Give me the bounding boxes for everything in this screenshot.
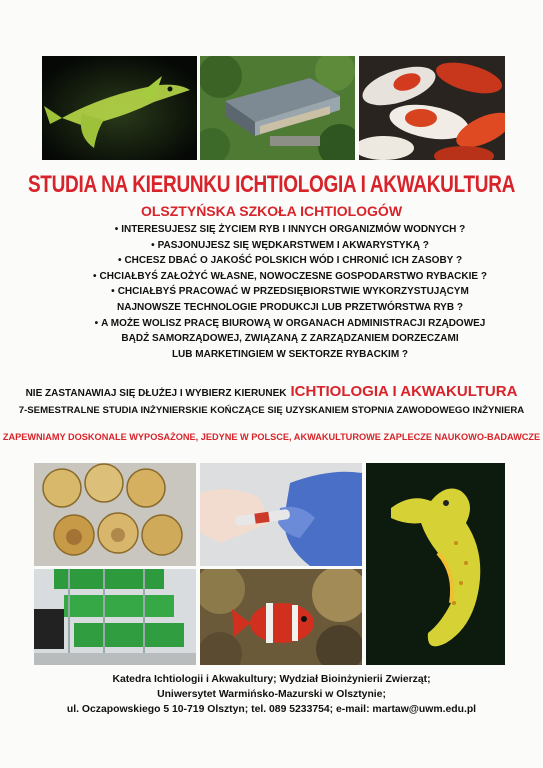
lab-gloves-photo [200,463,362,566]
bullet-icon: • [111,286,115,298]
call-to-action [0,383,543,400]
footer-line-university: Uniwersytet Warmińsko-Mazurski w Olsztynie; [157,689,386,700]
contact-footer [0,672,543,717]
sturgeon-photo [42,56,197,160]
list-item: • CHCIAŁBYŚ PRACOWAĆ W PRZEDSIĘBIORSTWIE WYKORZYSTUJĄCYM [111,286,469,298]
bullet-icon: • [94,317,99,329]
koi-carp-photo [359,56,505,160]
bullet-icon: • [117,255,122,267]
cta-highlight: ICHTIOLOGIA I AKWAKULTURA [290,383,518,400]
list-item: • PASJONUJESZ SIĘ WĘDKARSTWEM I AKWARYSTYKĄ ? [151,239,429,251]
list-item: • CHCESZ DBAĆ O JAKOŚĆ POLSKICH WÓD I CHRONIĆ ICH ZASOBY ? [117,255,463,267]
list-item: • A MOŻE WOLISZ PRACĘ BIUROWĄ W ORGANACH ADMINISTRACJI RZĄDOWEJ [94,317,486,329]
building-aerial-photo [200,56,355,160]
guarantee-text: ZAPEWNIAMY DOSKONALE WYPOSAŻONE, JEDYNE W POLSCE, AKWAKULTUROWE ZAPLECZE NAUKOWO-BADAWCZE [2,432,541,442]
seahorse-photo [366,463,505,665]
cta-text: NIE ZASTANAWIAJ SIĘ DŁUŻEJ I WYBIERZ KIERUNEK [25,388,287,399]
question-list [70,222,510,362]
bullet-icon: • [114,224,119,235]
list-item-continuation: LUB MARKETINGIEM W SEKTORZE RYBACKIM ? [171,348,409,360]
bullet-icon: • [151,239,155,251]
list-item: • INTERESUJESZ SIĘ ŻYCIEM RYB I INNYCH ORGANIZMÓW WODNYCH ? [114,224,466,235]
fish-eggs-photo [34,463,196,566]
subtitle: OLSZTYŃSKA SZKOŁA ICHTIOLOGÓW [140,203,403,219]
page-title: STUDIA NA KIERUNKU ICHTIOLOGIA I AKWAKULTURA [27,172,516,199]
bullet-icon: • [93,270,97,282]
clownfish-photo [200,569,362,665]
list-item-continuation: BĄDŹ SAMORZĄDOWEJ, ZWIĄZANĄ Z ZARZĄDZANIEM DORZECZAMI [121,333,459,345]
list-item: • CHCIAŁBYŚ ZAŁOŻYĆ WŁASNE, NOWOCZESNE GOSPODARSTWO RYBACKIE ? [93,270,487,282]
footer-line-address: ul. Oczapowskiego 5 10-719 Olsztyn; tel. 089 5233754; e-mail: martaw@uwm.edu.pl [66,704,477,715]
aquaculture-tanks-photo [34,569,196,665]
footer-line-department: Katedra Ichtiologii i Akwakultury; Wydział Bioinżynierii Zwierząt; [112,674,431,685]
study-info: 7-SEMESTRALNE STUDIA INŻYNIERSKIE KOŃCZĄCE SIĘ UZYSKANIEM STOPNIA ZAWODOWEGO INŻYNIERA [18,405,525,416]
list-item-continuation: NAJNOWSZE TECHNOLOGIE PRODUKCJI LUB PRZETWÓRSTWA RYB ? [117,301,463,313]
